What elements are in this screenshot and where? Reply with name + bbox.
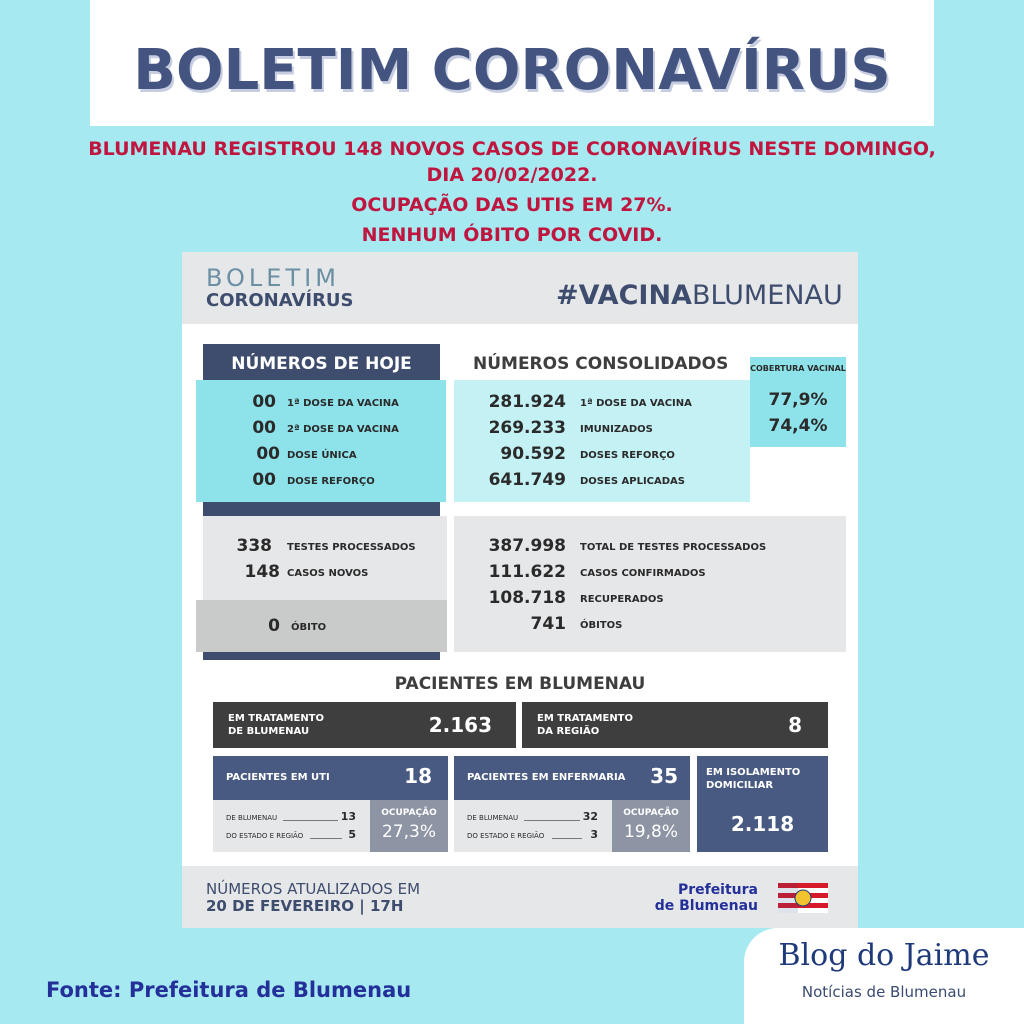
enf-row1-line — [524, 820, 580, 821]
enf-row1-label: DE BLUMENAU — [467, 814, 519, 822]
headline-line-2: DIA 20/02/2022. — [426, 164, 598, 186]
cons-value-1: 281.924 — [488, 392, 566, 412]
isolamento-label-1: EM ISOLAMENTO — [706, 767, 801, 778]
uti-breakdown — [213, 800, 370, 852]
blog-title: Blog do Jaime — [778, 938, 990, 973]
hoje-divider — [203, 502, 440, 516]
trat-blumenau-label-2: DE BLUMENAU — [228, 726, 310, 737]
consolidados-title: NÚMEROS CONSOLIDADOS — [473, 354, 729, 374]
cons-label-3: DOSES REFORÇO — [580, 450, 675, 461]
hoje-label-1: 1ª DOSE DA VACINA — [287, 398, 399, 409]
uti-row2-label: DO ESTADO E REGIÃO — [226, 832, 304, 840]
trat-blumenau-value: 2.163 — [428, 713, 492, 737]
casos-value: 148 — [244, 562, 280, 582]
blumenau-flag-icon — [778, 883, 828, 913]
ct-value-1: 387.998 — [488, 536, 566, 556]
enf-occ-label: OCUPAÇÃO — [623, 808, 679, 818]
cons-value-2: 269.233 — [488, 418, 566, 438]
hoje-label-4: DOSE REFORÇO — [287, 476, 375, 487]
blog-subtitle: Notícias de Blumenau — [801, 983, 967, 1001]
trat-regiao-label-1: EM TRATAMENTO — [537, 713, 634, 724]
hashtag: #VACINABLUMENAU — [556, 280, 843, 311]
hoje-value-3: 00 — [256, 444, 280, 464]
ct-value-3: 108.718 — [488, 588, 566, 608]
pacientes-title: PACIENTES EM BLUMENAU — [394, 674, 646, 694]
hoje-bottom-bar — [203, 652, 440, 660]
card-logo-top: BOLETIM — [206, 264, 340, 292]
uti-row1-line — [283, 820, 338, 821]
hoje-label-3: DOSE ÚNICA — [287, 450, 357, 461]
uti-row2-value: 5 — [348, 828, 356, 841]
prefeitura-logo-text-1: Prefeitura — [677, 882, 758, 898]
cons-label-2: IMUNIZADOS — [580, 424, 653, 435]
page-title: BOLETIM CORONAVÍRUS — [133, 38, 891, 103]
trat-regiao-label-2: DA REGIÃO — [537, 726, 600, 737]
uti-occ-label: OCUPAÇÃO — [381, 808, 437, 818]
prefeitura-logo-text-2: de Blumenau — [654, 898, 758, 914]
headline-line-1: BLUMENAU REGISTROU 148 NOVOS CASOS DE CORONAVÍRUS NESTE DOMINGO, — [88, 138, 936, 160]
enfermaria-breakdown — [454, 800, 612, 852]
enfermaria-value: 35 — [650, 764, 678, 788]
cons-value-4: 641.749 — [488, 470, 566, 490]
ct-value-4: 741 — [530, 614, 566, 634]
enf-row1-value: 32 — [582, 810, 598, 823]
cons-label-4: DOSES APLICADAS — [580, 476, 685, 487]
hoje-value-1: 00 — [252, 392, 276, 412]
enfermaria-label: PACIENTES EM ENFERMARIA — [467, 772, 626, 783]
hoje-value-4: 00 — [252, 470, 276, 490]
casos-label: CASOS NOVOS — [287, 568, 369, 579]
headline-line-3: OCUPAÇÃO DAS UTIS EM 27%. — [351, 194, 673, 216]
testes-value: 338 — [236, 536, 272, 556]
cobertura-value-2: 74,4% — [768, 416, 828, 436]
enf-row2-label: DO ESTADO E REGIÃO — [467, 832, 545, 840]
updated-line-1: NÚMEROS ATUALIZADOS EM — [206, 880, 421, 898]
updated-line-2: 20 DE FEVEREIRO | 17H — [206, 897, 404, 915]
ct-value-2: 111.622 — [488, 562, 566, 582]
obito-label: ÓBITO — [291, 622, 327, 633]
trat-blumenau-label-1: EM TRATAMENTO — [228, 713, 325, 724]
hoje-value-2: 00 — [252, 418, 276, 438]
hoje-testes-panel — [203, 516, 447, 602]
ct-label-1: TOTAL DE TESTES PROCESSADOS — [580, 542, 767, 553]
headline-line-4: NENHUM ÓBITO POR COVID. — [361, 224, 663, 246]
ct-label-3: RECUPERADOS — [580, 594, 664, 605]
ct-label-2: CASOS CONFIRMADOS — [580, 568, 706, 579]
cobertura-title: COBERTURA VACINAL — [750, 364, 846, 373]
obito-value: 0 — [268, 616, 280, 636]
uti-row1-label: DE BLUMENAU — [226, 814, 278, 822]
isolamento-value: 2.118 — [730, 812, 795, 836]
isolamento-label-2: DOMICILIAR — [706, 780, 774, 791]
ct-label-4: ÓBITOS — [580, 620, 623, 631]
uti-row1-value: 13 — [340, 810, 356, 823]
hoje-label-2: 2ª DOSE DA VACINA — [287, 424, 399, 435]
cobertura-value-1: 77,9% — [768, 390, 828, 410]
testes-label: TESTES PROCESSADOS — [287, 542, 416, 553]
hoje-title: NÚMEROS DE HOJE — [231, 354, 412, 374]
cons-value-3: 90.592 — [500, 444, 566, 464]
enf-row2-value: 3 — [590, 828, 598, 841]
source-caption: Fonte: Prefeitura de Blumenau — [46, 978, 412, 1002]
uti-occ-value: 27,3% — [381, 822, 436, 842]
enf-occ-value: 19,8% — [623, 822, 678, 842]
cons-label-1: 1ª DOSE DA VACINA — [580, 398, 692, 409]
trat-regiao-value: 8 — [788, 713, 802, 737]
card-logo-bottom: CORONAVÍRUS — [206, 290, 354, 311]
uti-label: PACIENTES EM UTI — [226, 772, 330, 783]
uti-value: 18 — [404, 764, 432, 788]
